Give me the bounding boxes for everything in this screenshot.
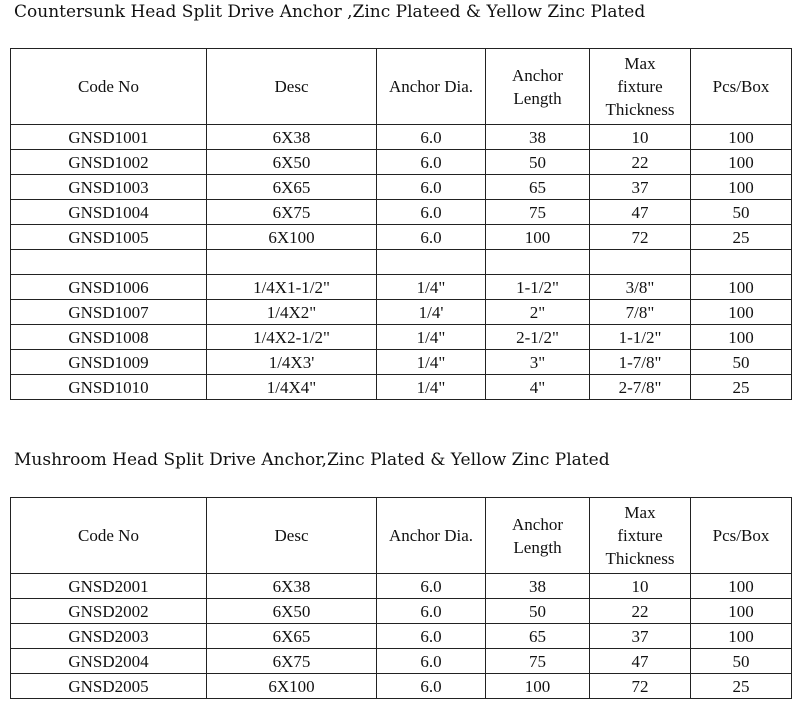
cell-desc: 6X75 [207, 200, 377, 225]
column-header-code-no: Code No [11, 49, 207, 125]
cell-pcs-per-box: 100 [691, 325, 792, 350]
cell-desc: 6X65 [207, 624, 377, 649]
cell-anchor-length: 100 [486, 674, 590, 699]
table-header-row [11, 49, 792, 125]
cell-anchor-length: 50 [486, 599, 590, 624]
cell-code-no: GNSD1003 [11, 175, 207, 200]
cell-anchor-length: 75 [486, 200, 590, 225]
cell-desc: 6X75 [207, 649, 377, 674]
cell-anchor-dia: 1/4" [377, 325, 486, 350]
cell-anchor-dia: 6.0 [377, 175, 486, 200]
cell-pcs-per-box: 100 [691, 125, 792, 150]
cell-anchor-length: 2-1/2" [486, 325, 590, 350]
cell-anchor-length [486, 250, 590, 275]
cell-pcs-per-box: 25 [691, 375, 792, 400]
table-row [11, 200, 792, 225]
table-row [11, 250, 792, 275]
column-header-anchor-length: Anchor Length [486, 49, 590, 125]
cell-anchor-dia: 6.0 [377, 125, 486, 150]
table-row [11, 125, 792, 150]
cell-code-no: GNSD1006 [11, 275, 207, 300]
cell-anchor-dia: 6.0 [377, 624, 486, 649]
cell-pcs-per-box: 100 [691, 275, 792, 300]
column-header-pcs-per-box: Pcs/Box [691, 49, 792, 125]
cell-desc: 6X65 [207, 175, 377, 200]
cell-max-fixture-thickness: 7/8" [590, 300, 691, 325]
column-header-anchor-length: Anchor Length [486, 498, 590, 574]
cell-anchor-dia: 6.0 [377, 649, 486, 674]
cell-desc: 6X100 [207, 225, 377, 250]
cell-anchor-dia: 6.0 [377, 150, 486, 175]
cell-max-fixture-thickness: 10 [590, 574, 691, 599]
section-title-mushroom: Mushroom Head Split Drive Anchor,Zinc Plated & Yellow Zinc Plated [14, 450, 610, 470]
cell-anchor-length: 2" [486, 300, 590, 325]
cell-desc [207, 250, 377, 275]
cell-code-no: GNSD1007 [11, 300, 207, 325]
cell-anchor-dia [377, 250, 486, 275]
cell-max-fixture-thickness: 1-7/8" [590, 350, 691, 375]
table-row [11, 175, 792, 200]
column-header-max-fixture-thickness: Max fixture Thickness [590, 498, 691, 574]
cell-desc: 1/4X2-1/2" [207, 325, 377, 350]
cell-anchor-length: 4" [486, 375, 590, 400]
table-row [11, 674, 792, 699]
cell-pcs-per-box: 100 [691, 300, 792, 325]
cell-anchor-length: 75 [486, 649, 590, 674]
table-row [11, 300, 792, 325]
cell-desc: 6X50 [207, 599, 377, 624]
cell-anchor-dia: 1/4" [377, 275, 486, 300]
table-row [11, 599, 792, 624]
cell-code-no: GNSD1001 [11, 125, 207, 150]
cell-desc: 6X38 [207, 125, 377, 150]
cell-pcs-per-box: 25 [691, 674, 792, 699]
column-header-anchor-dia: Anchor Dia. [377, 49, 486, 125]
cell-pcs-per-box: 100 [691, 624, 792, 649]
cell-code-no: GNSD1010 [11, 375, 207, 400]
cell-max-fixture-thickness: 37 [590, 175, 691, 200]
cell-desc: 6X50 [207, 150, 377, 175]
column-header-desc: Desc [207, 498, 377, 574]
cell-pcs-per-box [691, 250, 792, 275]
cell-code-no: GNSD1008 [11, 325, 207, 350]
cell-max-fixture-thickness: 47 [590, 200, 691, 225]
table-row [11, 150, 792, 175]
cell-max-fixture-thickness [590, 250, 691, 275]
section-title-countersunk: Countersunk Head Split Drive Anchor ,Zinc Plateed & Yellow Zinc Plated [14, 2, 646, 22]
table-row [11, 350, 792, 375]
cell-max-fixture-thickness: 22 [590, 599, 691, 624]
table-header-row [11, 498, 792, 574]
cell-code-no: GNSD1005 [11, 225, 207, 250]
cell-desc: 6X38 [207, 574, 377, 599]
cell-anchor-length: 65 [486, 175, 590, 200]
cell-desc: 1/4X1-1/2" [207, 275, 377, 300]
cell-desc: 1/4X2" [207, 300, 377, 325]
table-row [11, 624, 792, 649]
table-row [11, 225, 792, 250]
cell-anchor-length: 38 [486, 574, 590, 599]
cell-max-fixture-thickness: 47 [590, 649, 691, 674]
cell-pcs-per-box: 100 [691, 150, 792, 175]
cell-max-fixture-thickness: 1-1/2" [590, 325, 691, 350]
cell-max-fixture-thickness: 22 [590, 150, 691, 175]
cell-pcs-per-box: 25 [691, 225, 792, 250]
cell-pcs-per-box: 50 [691, 350, 792, 375]
cell-max-fixture-thickness: 2-7/8" [590, 375, 691, 400]
table-row [11, 649, 792, 674]
cell-pcs-per-box: 50 [691, 649, 792, 674]
cell-code-no [11, 250, 207, 275]
cell-code-no: GNSD1002 [11, 150, 207, 175]
cell-anchor-dia: 6.0 [377, 200, 486, 225]
cell-anchor-dia: 1/4" [377, 375, 486, 400]
table-row [11, 574, 792, 599]
cell-anchor-length: 65 [486, 624, 590, 649]
column-header-code-no: Code No [11, 498, 207, 574]
table-row [11, 325, 792, 350]
cell-max-fixture-thickness: 72 [590, 674, 691, 699]
countersunk-anchor-table [10, 48, 792, 400]
cell-code-no: GNSD2002 [11, 599, 207, 624]
cell-anchor-dia: 6.0 [377, 574, 486, 599]
cell-desc: 6X100 [207, 674, 377, 699]
table-row [11, 275, 792, 300]
cell-anchor-dia: 6.0 [377, 674, 486, 699]
cell-anchor-length: 38 [486, 125, 590, 150]
cell-desc: 1/4X4" [207, 375, 377, 400]
cell-anchor-dia: 1/4" [377, 350, 486, 375]
column-header-pcs-per-box: Pcs/Box [691, 498, 792, 574]
cell-max-fixture-thickness: 3/8" [590, 275, 691, 300]
cell-anchor-length: 3" [486, 350, 590, 375]
cell-code-no: GNSD2001 [11, 574, 207, 599]
cell-max-fixture-thickness: 37 [590, 624, 691, 649]
column-header-max-fixture-thickness: Max fixture Thickness [590, 49, 691, 125]
cell-pcs-per-box: 100 [691, 599, 792, 624]
cell-code-no: GNSD1004 [11, 200, 207, 225]
cell-code-no: GNSD2004 [11, 649, 207, 674]
cell-code-no: GNSD2003 [11, 624, 207, 649]
cell-anchor-dia: 1/4' [377, 300, 486, 325]
cell-max-fixture-thickness: 72 [590, 225, 691, 250]
cell-pcs-per-box: 100 [691, 175, 792, 200]
cell-anchor-length: 100 [486, 225, 590, 250]
column-header-anchor-dia: Anchor Dia. [377, 498, 486, 574]
cell-anchor-length: 50 [486, 150, 590, 175]
cell-pcs-per-box: 50 [691, 200, 792, 225]
cell-anchor-dia: 6.0 [377, 599, 486, 624]
table-row [11, 375, 792, 400]
cell-code-no: GNSD2005 [11, 674, 207, 699]
cell-anchor-dia: 6.0 [377, 225, 486, 250]
cell-pcs-per-box: 100 [691, 574, 792, 599]
column-header-desc: Desc [207, 49, 377, 125]
cell-anchor-length: 1-1/2" [486, 275, 590, 300]
cell-max-fixture-thickness: 10 [590, 125, 691, 150]
cell-desc: 1/4X3' [207, 350, 377, 375]
mushroom-anchor-table [10, 497, 792, 699]
cell-code-no: GNSD1009 [11, 350, 207, 375]
